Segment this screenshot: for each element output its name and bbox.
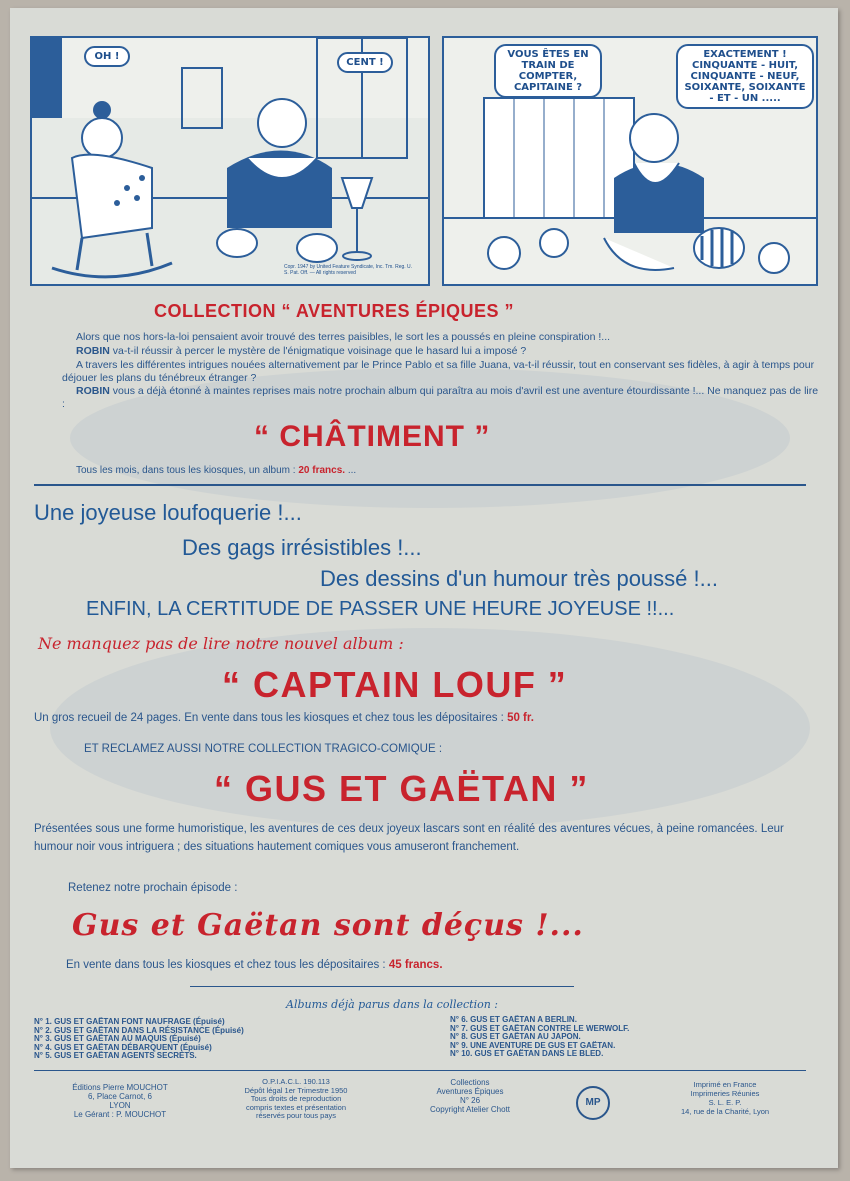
footer-legal [216,1078,376,1121]
collection-robin-line [76,345,526,358]
collection-heading: COLLECTION “ AVENTURES ÉPIQUES ” [154,301,515,321]
album-item: N° 1. GUS ET GAËTAN FONT NAUFRAGE (Épuisé) [34,1017,225,1026]
speech-balloon-oh: OH ! [84,46,130,67]
gus-gaetan-title: “ GUS ET GAËTAN ” [214,768,589,809]
editor-line: Éditions Pierre MOUCHOT [72,1083,168,1092]
monthly-text: Tous les mois, dans tous les kiosques, un album : [76,465,299,476]
chatiment-title: “ CHÂTIMENT ” [254,420,491,453]
editor-line: Le Gérant : P. MOUCHOT [73,1110,167,1119]
back-cover-page [10,8,838,1168]
comic-panel-1-drawing [32,38,428,284]
publisher-logo-icon: MP [576,1086,610,1120]
footer-divider [34,1070,806,1071]
louf-desc-text: Un gros recueil de 24 pages. En vente dans tous les kiosques et chez tous les dépositaires : [34,712,508,724]
louf-price: 50 fr. [507,712,534,724]
monthly-line [76,465,356,476]
album-item: N° 10. GUS ET GAËTAN DANS LE BLED. [450,1049,604,1058]
robin-line-text: va-t-il réussir à percer le mystère de l'énigmatique voisinage que le hasard lui a imposé ? [109,345,527,357]
robin-name: ROBIN [76,345,110,357]
robin-name-2: ROBIN [76,385,110,397]
album-item: N° 6. GUS ET GAËTAN A BERLIN. [450,1015,577,1024]
editor-line: LYON [109,1101,131,1110]
collections-line: N° 26 [459,1096,481,1105]
album-item: N° 8. GUS ET GAËTAN AU JAPON. [450,1032,581,1041]
speech-balloon-question: VOUS ÊTES EN TRAIN DE COMPTER, CAPITAINE ? [494,44,602,98]
legal-line: Dépôt légal 1er Trimestre 1950 [244,1085,348,1095]
collection-intro-line: Alors que nos hors-la-loi pensaient avoir trouvé des terres paisibles, le sort les a poussés en pleine conspiration !... [76,331,611,343]
retenez-line: Retenez notre prochain épisode : [68,882,238,894]
comic-copyright: Copr. 1947 by United Feature Syndicate, Inc. Tm. Reg. U. S. Pat. Off. — All rights reserved [284,264,413,276]
louf-line-3: Des dessins d'un humour très poussé !... [320,566,718,591]
gus-sale-text: En vente dans tous les kiosques et chez tous les dépositaires : [66,959,389,971]
announce-text: vous a déjà étonné à maintes reprises mais notre prochain album qui paraîtra au mois d'avril est une aventure étourdissante !... Ne manquez pas de lire : [62,385,819,410]
album-item: N° 9. UNE AVENTURE DE GUS ET GAËTAN. [450,1040,616,1050]
editor-line: 6, Place Carnot, 6 [87,1092,153,1101]
louf-description [34,712,534,724]
gus-gaetan-paragraph: Présentées sous une forme humoristique, les aventures de ces deux joyeux lascars sont en réalité des aventures vécues, à peine romancées. Leur humour noir vous intriguera ; des situations hautement comiques vous amuseront franchement. [34,823,784,853]
album-item: N° 2. GUS ET GAËTAN DANS LA RÉSISTANCE (Épuisé) [34,1025,244,1035]
monthly-dots: ... [347,465,357,476]
printer-line: Imprimé en France [693,1080,757,1089]
speech-balloon-cent: CENT ! [337,52,393,73]
legal-line: compris textes et présentation [245,1102,347,1112]
legal-line: O.P.I.A.C.L. 190.113 [262,1077,330,1086]
monthly-price: 20 francs. [298,465,346,476]
footer-editor [50,1083,190,1119]
louf-line-4: ENFIN, LA CERTITUDE DE PASSER UNE HEURE JOYEUSE !!... [86,598,675,620]
collections-line: Collections [450,1078,490,1087]
album-item: N° 4. GUS ET GAËTAN DÉBARQUENT (Épuisé) [34,1042,212,1052]
gus-sale-price: 45 francs. [388,959,443,971]
footer-printer [650,1080,800,1116]
collection-announce-paragraph [62,385,822,410]
printer-line: 14, rue de la Charité, Lyon [680,1107,770,1116]
captain-louf-title: “ CAPTAIN LOUF ” [222,664,568,705]
albums-list-left [34,1018,244,1061]
albums-heading: Albums déjà parus dans la collection : [286,998,498,1011]
speech-balloon-counting: EXACTEMENT ! CINQUANTE - HUIT, CINQUANTE - NEUF, SOIXANTE, SOIXANTE - ET - UN ..... [676,44,814,109]
album-item: N° 3. GUS ET GAËTAN AU MAQUIS (Épuisé) [34,1034,201,1043]
reclaim-line: ET RECLAMEZ AUSSI NOTRE COLLECTION TRAGICO-COMIQUE : [84,743,443,755]
louf-script-line: Ne manquez pas de lire notre nouvel album : [38,634,404,653]
section-divider [34,484,806,486]
louf-line-1: Une joyeuse loufoquerie !... [34,500,302,525]
album-item: N° 7. GUS ET GAËTAN CONTRE LE WERWOLF. [450,1023,630,1033]
collections-line: Copyright Atelier Chott [429,1105,511,1114]
gus-sale-line [66,959,443,971]
printer-line: Imprimeries Réunies [690,1089,760,1098]
louf-line-2: Des gags irrésistibles !... [182,535,422,560]
albums-divider [190,986,574,987]
legal-line: Tous droits de reproduction [250,1094,342,1103]
albums-list-right [450,1016,629,1059]
comic-panel-1 [30,36,430,286]
collections-line: Aventures Épiques [436,1087,504,1096]
printer-line: S. L. E. P. [708,1098,742,1107]
next-episode-title: Gus et Gaëtan sont déçus !... [72,908,584,943]
album-item: N° 5. GUS ET GAËTAN AGENTS SECRETS. [34,1051,197,1060]
footer-collections [400,1078,540,1114]
collection-intrigue-paragraph: A travers les différentes intrigues nouées alternativement par le Prince Pablo et sa fille Juana, va-t-il réussir, tout en conservant ses fidèles, à agir à temps pour déjouer les plans du ténébreux étranger ? [62,359,815,384]
legal-line: réservés pour tous pays [255,1111,337,1120]
comic-panel-2 [442,36,818,286]
